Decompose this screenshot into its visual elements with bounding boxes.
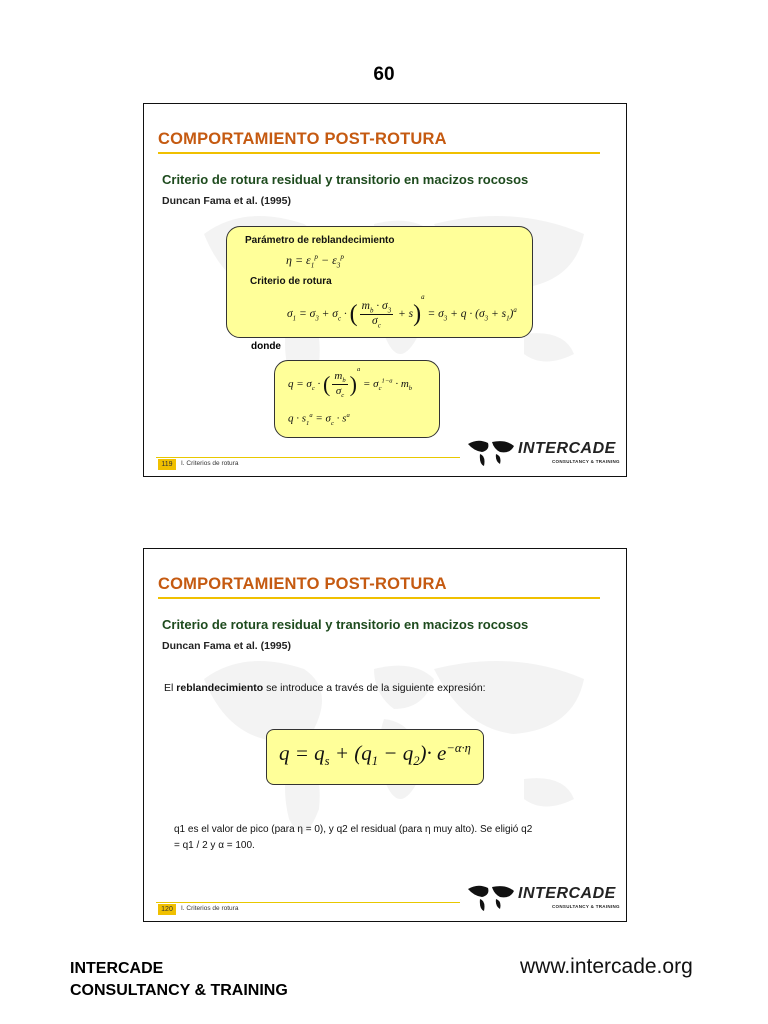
intro-text: El reblandecimiento se introduce a través de la siguiente expresión: — [164, 682, 486, 694]
globe-logo-icon — [462, 881, 518, 915]
failure-criterion-label: Criterio de rotura — [250, 276, 332, 287]
title-underline — [158, 152, 600, 154]
parameter-note-line-2: = q1 / 2 y α = 100. — [174, 840, 255, 851]
intercade-logo — [462, 436, 622, 470]
logo-wordmark: INTERCADE — [518, 440, 616, 457]
softening-parameter-equation: $\eta = \varepsilon_1^p - \varepsilon_3^p$ — [286, 253, 344, 270]
softening-parameter-label: Parámetro de reblandecimiento — [245, 235, 395, 246]
slide-120 — [143, 548, 627, 922]
footer-text: I. Criterios de rotura — [181, 905, 239, 912]
slide-title: COMPORTAMIENTO POST-ROTURA — [158, 130, 447, 148]
logo-wordmark: INTERCADE — [518, 885, 616, 902]
slide-number: 119 — [158, 459, 176, 470]
globe-logo-icon — [462, 436, 518, 470]
slide-title: COMPORTAMIENTO POST-ROTURA — [158, 575, 447, 593]
donde-label: donde — [251, 341, 281, 352]
company-name — [70, 958, 288, 1002]
company-name-line-2: CONSULTANCY & TRAINING — [70, 982, 288, 999]
slide-subtitle: Criterio de rotura residual y transitorio en macizos rocosos — [162, 617, 529, 632]
parameter-note-line-1: q1 es el valor de pico (para η = 0), y q2 el residual (para η muy alto). Se eligió q2 — [174, 824, 533, 835]
softening-equation: $q = q_s + (q_1 - q_2)\cdot e^{-\alpha\cdot\eta}$ — [279, 741, 471, 769]
footer-text: I. Criterios de rotura — [181, 460, 239, 467]
parameter-note — [174, 822, 604, 854]
slide-author: Duncan Fama et al. (1995) — [162, 640, 291, 652]
slide-author: Duncan Fama et al. (1995) — [162, 195, 291, 207]
s1-definition-equation: $q \cdot s_1^a = \sigma_c \cdot s^a$ — [288, 412, 350, 427]
page-number: 60 — [373, 64, 395, 85]
title-underline — [158, 597, 600, 599]
intercade-logo — [462, 881, 622, 915]
slide-subtitle: Criterio de rotura residual y transitorio en macizos rocosos — [162, 172, 529, 187]
logo-tagline: CONSULTANCY & TRAINING — [552, 904, 620, 909]
logo-tagline: CONSULTANCY & TRAINING — [552, 459, 620, 464]
failure-criterion-equation: $\sigma_1 = \sigma_3 + \sigma_c$ · ( $\frac{m_b \cdot \sigma_3}{\sigma_c}$ + $s)^a = \sigma_3 + q \cdot (\sigma_3 + s_1)^a$ — [287, 294, 517, 330]
slide-119 — [143, 103, 627, 477]
q-definition-equation: $q = \sigma_c$ · ( $\frac{m_b}{\sigma_c}$ )$^a = \sigma_c^{1-a} \cdot m_b$ — [288, 366, 413, 400]
slide-number: 120 — [158, 904, 176, 915]
company-name-line-1: INTERCADE — [70, 960, 164, 977]
website-link[interactable]: www.intercade.org — [520, 955, 693, 978]
